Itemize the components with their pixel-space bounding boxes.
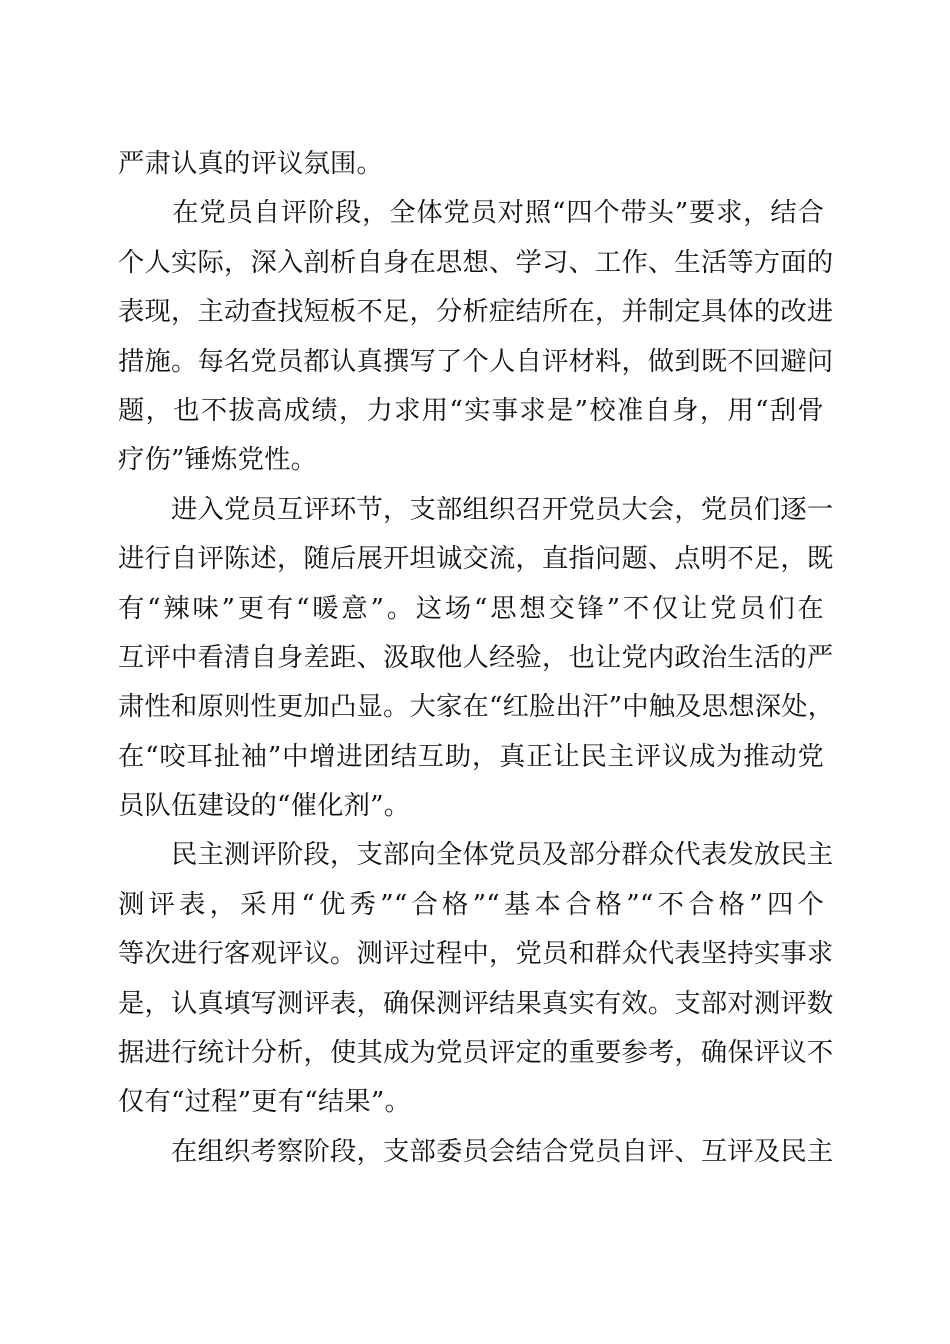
text-line: 民主测评阶段，支部向全体党员及部分群众代表发放民主 [118,840,834,871]
text-line: 仅有“过程”更有“结果”。 [118,1087,412,1118]
text-line: 进行自评陈述，随后展开坦诚交流，直指问题、点明不足，既 [118,544,834,575]
text-line: 在组织考察阶段，支部委员会结合党员自评、互评及民主 [118,1136,834,1167]
text-line: 员队伍建设的“催化剂”。 [118,791,411,822]
text-line: 据进行统计分析，使其成为党员评定的重要参考，确保评议不 [118,1038,834,1069]
text-line: 有“辣味”更有“暖意”。这场“思想交锋”不仅让党员们在 [118,593,824,624]
text-line: 措施。每名党员都认真撰写了个人自评材料，做到既不回避问 [118,346,834,377]
text-line: 个人实际，深入剖析自身在思想、学习、工作、生活等方面的 [118,247,834,278]
text-line: 互评中看清自身差距、汲取他人经验，也让党内政治生活的严 [118,642,834,673]
text-line: 严肃认真的评议氛围。 [118,149,383,179]
text-line: 进入党员互评环节，支部组织召开党员大会，党员们逐一 [118,494,834,525]
text-line: 是，认真填写测评表，确保测评结果真实有效。支部对测评数 [118,988,834,1019]
text-line: 在党员自评阶段，全体党员对照“四个带头”要求，结合 [118,198,824,229]
text-line: 肃性和原则性更加凸显。大家在“红脸出汗”中触及思想深处， [118,692,835,723]
text-line: 疗伤”锤炼党性。 [118,445,318,476]
text-line: 表现，主动查找短板不足，分析症结所在，并制定具体的改进 [118,297,834,328]
text-line: 题，也不拔高成绩，力求用“实事求是”校准自身，用“刮骨 [118,395,824,426]
text-line: 测评表，采用“优秀”“合格”“基本合格”“不合格”四个 [118,889,824,920]
text-line: 等次进行客观评议。测评过程中，党员和群众代表坚持实事求 [118,939,834,970]
document-body-text [118,140,835,1177]
text-line: 在“咬耳扯袖”中增进团结互助，真正让民主评议成为推动党 [118,741,824,772]
